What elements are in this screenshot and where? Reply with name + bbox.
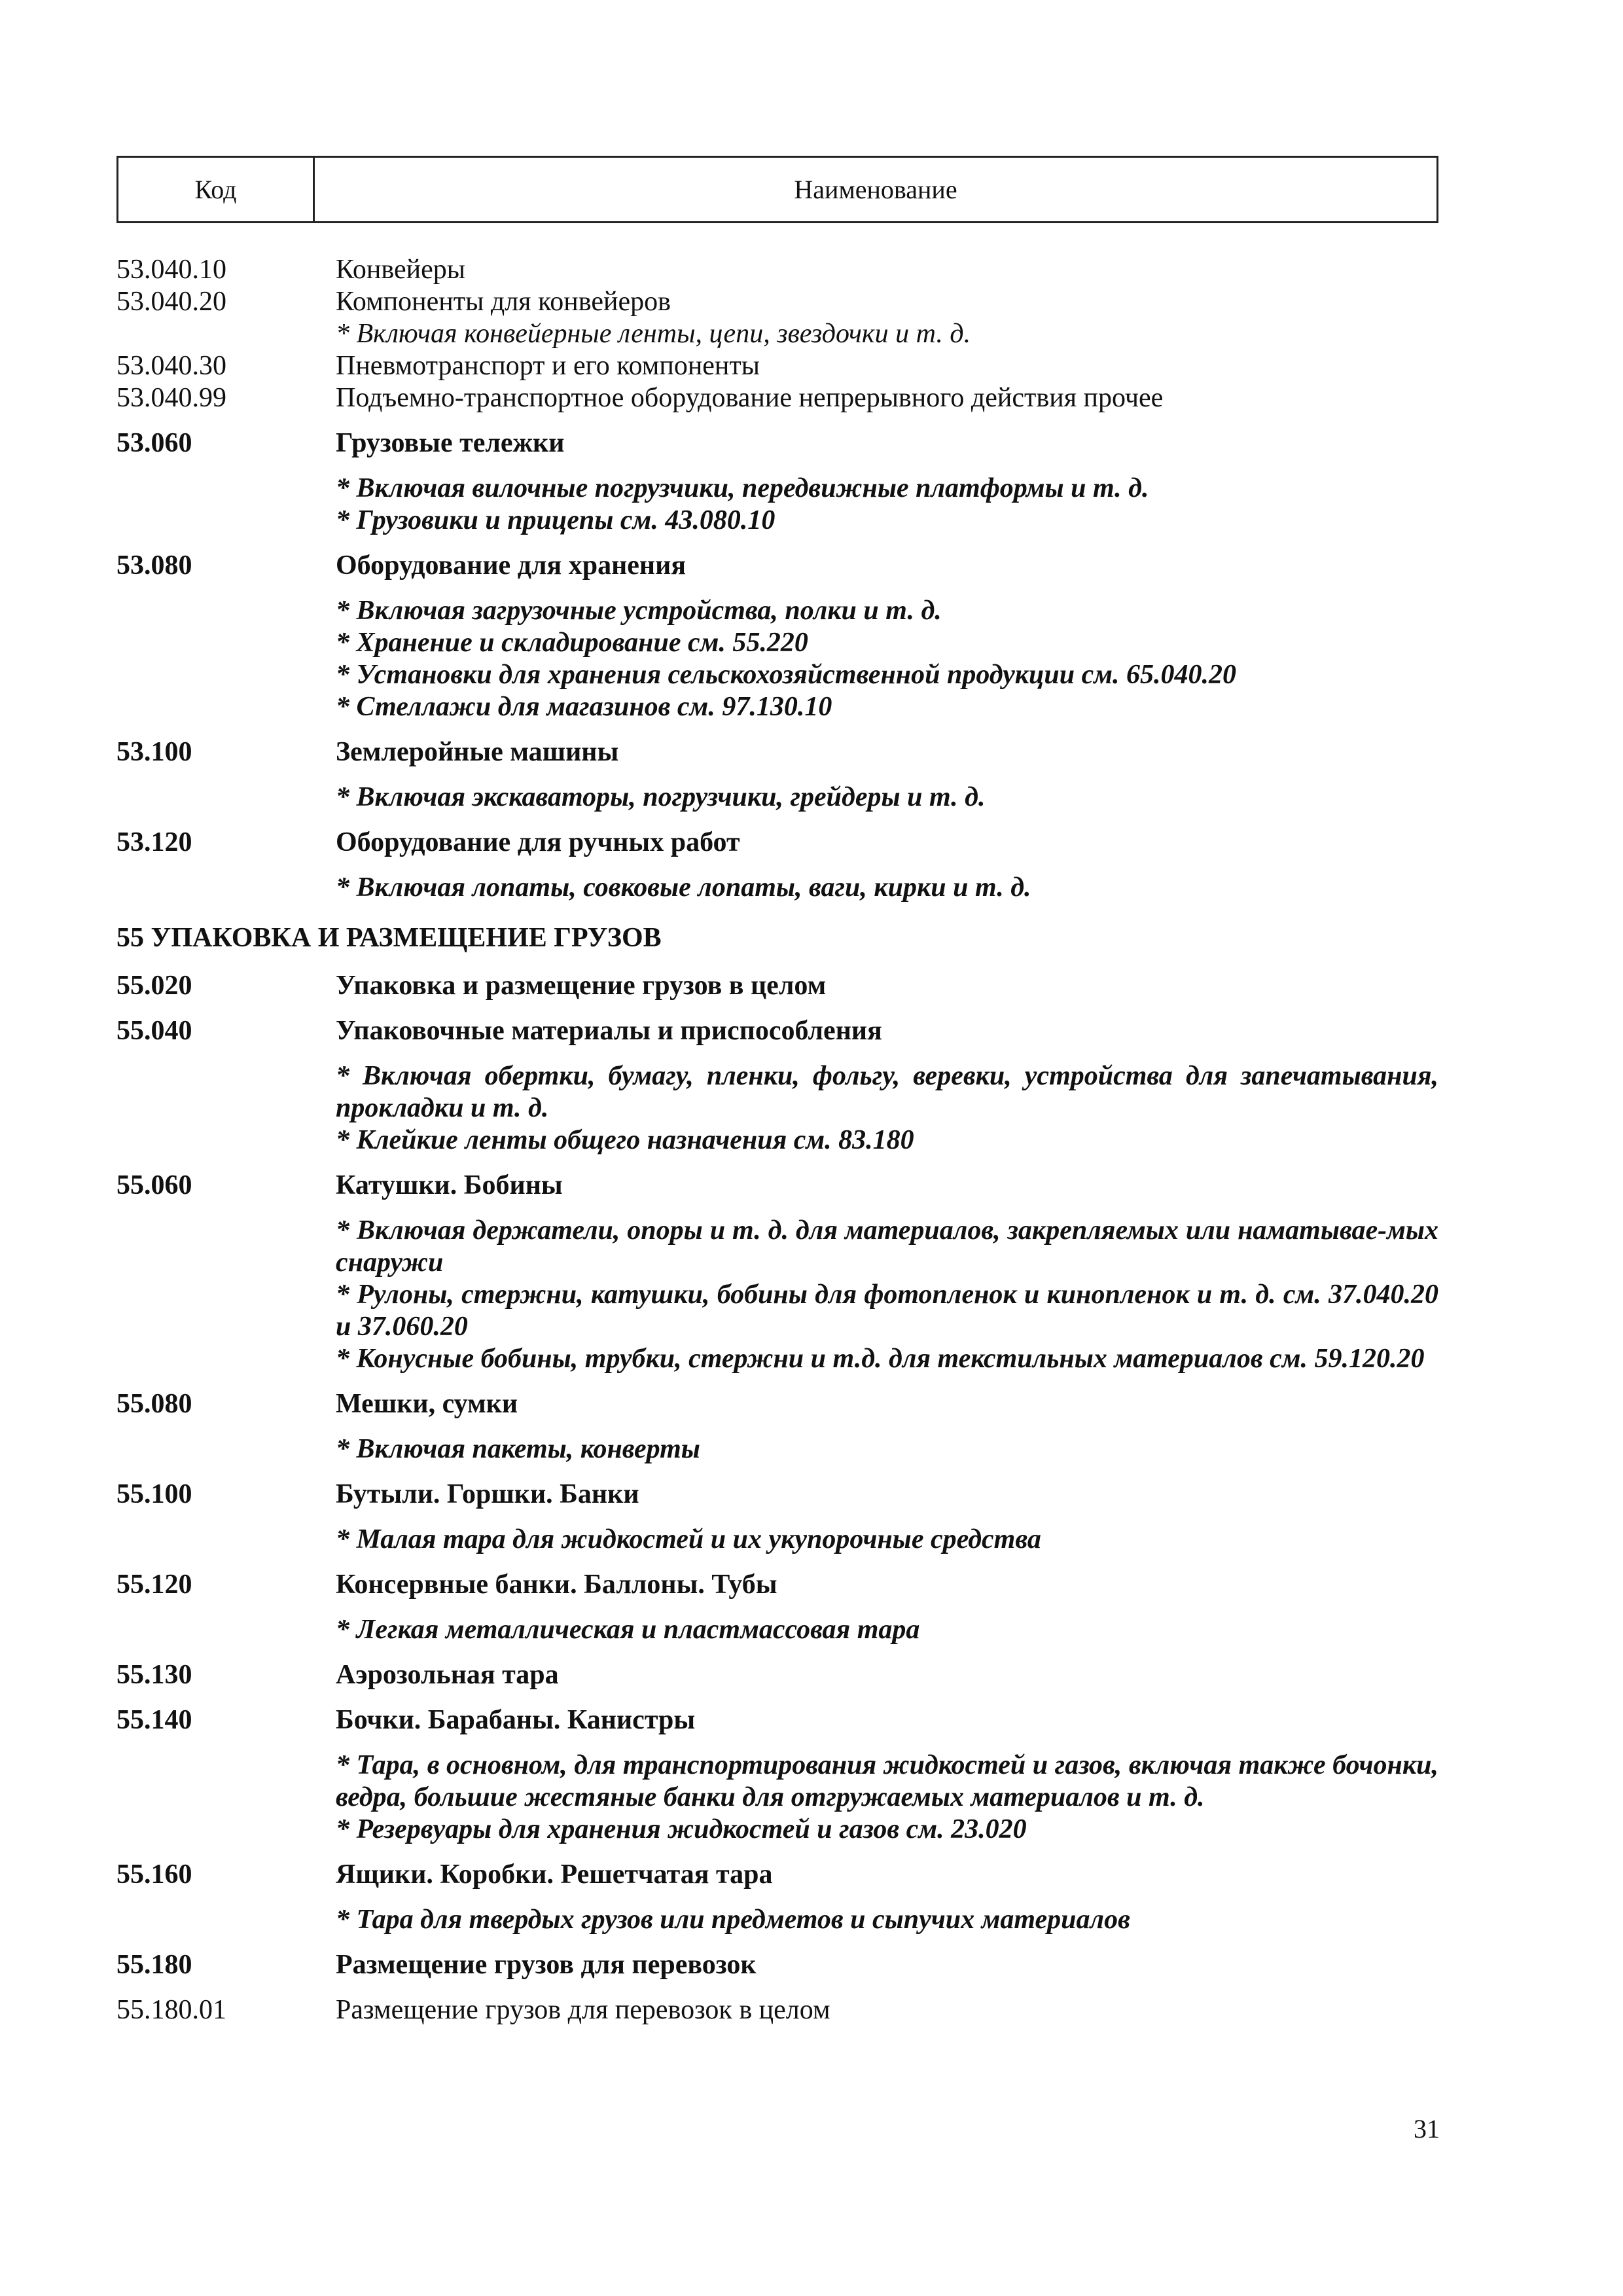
row-title: Консервные банки. Баллоны. Тубы	[336, 1570, 777, 1600]
table-row	[116, 827, 1438, 904]
row-code: 55.140	[116, 1705, 192, 1735]
row-title: Размещение грузов для перевозок	[336, 1950, 757, 1980]
row-title: Упаковка и размещение грузов в целом	[336, 971, 827, 1001]
table-row	[116, 382, 1438, 414]
row-note: * Включая лопаты, совковые лопаты, ваги, кирки и т. д.	[336, 872, 1031, 903]
row-name	[336, 970, 1438, 1002]
row-title: Компоненты для конвейеров	[336, 287, 671, 317]
row-note: * Тара, в основном, для транспортирования жидкостей и газов, включая также бочонки, ведра, большие жестяные банки для отгружаемых материалов и т. д.	[336, 1750, 1438, 1812]
row-name	[336, 550, 1438, 723]
row-title: Конвейеры	[336, 255, 465, 285]
row-name	[336, 1704, 1438, 1846]
row-name	[336, 1949, 1438, 1981]
row-code: 55.120	[116, 1570, 192, 1600]
row-code: 55.100	[116, 1479, 192, 1509]
row-title: Оборудование для хранения	[336, 550, 687, 581]
table-row	[116, 550, 1438, 723]
section-title: 55 УПАКОВКА И РАЗМЕЩЕНИЕ ГРУЗОВ	[116, 923, 662, 953]
row-code: 53.120	[116, 827, 192, 857]
column-header-code: Код	[118, 158, 315, 221]
row-notes	[336, 595, 1438, 723]
row-code: 55.180	[116, 1950, 192, 1980]
row-title: Мешки, сумки	[336, 1389, 518, 1419]
row-code: 53.100	[116, 737, 192, 767]
row-title: Ящики. Коробки. Решетчатая тара	[336, 1859, 773, 1890]
row-code: 55.040	[116, 1016, 192, 1046]
table-row	[116, 1859, 1438, 1936]
row-code: 55.130	[116, 1660, 192, 1690]
row-name	[336, 382, 1438, 414]
row-notes	[336, 473, 1438, 537]
row-title: Грузовые тележки	[336, 428, 565, 458]
row-name	[336, 1479, 1438, 1556]
row-notes	[336, 781, 1438, 814]
row-name	[336, 736, 1438, 814]
row-note: * Резервуары для хранения жидкостей и газов см. 23.020	[336, 1814, 1027, 1844]
row-code: 55.160	[116, 1859, 192, 1890]
row-notes	[336, 1904, 1438, 1936]
row-title: Бочки. Барабаны. Канистры	[336, 1705, 696, 1735]
row-name	[336, 427, 1438, 537]
row-note: * Клейкие ленты общего назначения см. 83.180	[336, 1125, 914, 1155]
row-note: * Тара для твердых грузов или предметов и сыпучих материалов	[336, 1905, 1130, 1935]
row-notes	[336, 1524, 1438, 1556]
row-code: 55.020	[116, 971, 192, 1001]
table-row	[116, 1388, 1438, 1465]
row-name	[336, 1659, 1438, 1691]
column-header-name: Наименование	[794, 175, 957, 204]
row-note: * Легкая металлическая и пластмассовая тара	[336, 1615, 920, 1645]
row-title: Пневмотранспорт и его компоненты	[336, 351, 760, 381]
row-name	[336, 1015, 1438, 1157]
table-row	[116, 254, 1438, 286]
row-notes	[336, 1215, 1438, 1375]
row-code: 53.040.20	[116, 287, 226, 317]
table-row	[116, 970, 1438, 1002]
row-title: Катушки. Бобины	[336, 1170, 563, 1200]
page-number: 31	[1414, 2114, 1440, 2144]
row-title: Оборудование для ручных работ	[336, 827, 740, 857]
classification-list	[116, 254, 1438, 2026]
row-name	[336, 1994, 1438, 2026]
row-note: * Включая вилочные погрузчики, передвижные платформы и т. д.	[336, 473, 1149, 503]
table-row	[116, 1949, 1438, 1981]
row-name	[336, 1569, 1438, 1646]
table-row	[116, 1569, 1438, 1646]
row-note: * Рулоны, стержни, катушки, бобины для фотопленок и кинопленок и т. д. см. 37.040.20 и 37.060.20	[336, 1280, 1438, 1342]
row-title: Упаковочные материалы и приспособления	[336, 1016, 882, 1046]
row-note: * Включая держатели, опоры и т. д. для материалов, закрепляемых или наматывае-мых снаружи	[336, 1215, 1438, 1278]
row-title: Аэрозольная тара	[336, 1660, 559, 1690]
row-name	[336, 350, 1438, 382]
row-note: * Включая конвейерные ленты, цепи, звездочки и т. д.	[336, 319, 971, 349]
row-note: * Включая экскаваторы, погрузчики, грейдеры и т. д.	[336, 782, 986, 812]
row-title: Землеройные машины	[336, 737, 619, 767]
row-notes	[336, 1614, 1438, 1646]
table-row	[116, 350, 1438, 382]
row-note: * Включая пакеты, конверты	[336, 1434, 700, 1464]
row-name	[336, 1170, 1438, 1375]
row-name	[336, 1388, 1438, 1465]
row-title: Размещение грузов для перевозок в целом	[336, 1995, 830, 2025]
row-note: * Включая обертки, бумагу, пленки, фольгу, веревки, устройства для запечатывания, прокладки и т. д.	[336, 1061, 1438, 1123]
row-code: 53.060	[116, 428, 192, 458]
row-name	[336, 254, 1438, 286]
row-title: Подъемно-транспортное оборудование непрерывного действия прочее	[336, 383, 1164, 413]
table-header	[116, 156, 1438, 223]
table-row	[116, 736, 1438, 814]
row-code: 53.040.30	[116, 351, 226, 381]
table-row	[116, 1170, 1438, 1375]
row-name	[336, 827, 1438, 904]
row-code: 55.060	[116, 1170, 192, 1200]
row-code: 55.080	[116, 1389, 192, 1419]
table-row	[116, 427, 1438, 537]
row-notes	[336, 1749, 1438, 1846]
row-note: * Хранение и складирование см. 55.220	[336, 628, 808, 658]
row-code: 53.040.10	[116, 255, 226, 285]
table-row	[116, 1015, 1438, 1157]
row-note: * Стеллажи для магазинов см. 97.130.10	[336, 692, 832, 722]
table-row	[116, 286, 1438, 350]
row-name	[336, 1859, 1438, 1936]
table-row	[116, 1704, 1438, 1846]
row-notes	[336, 1433, 1438, 1465]
table-row	[116, 1659, 1438, 1691]
table-row	[116, 1479, 1438, 1556]
row-note: * Установки для хранения сельскохозяйственной продукции см. 65.040.20	[336, 660, 1236, 690]
row-note: * Конусные бобины, трубки, стержни и т.д. для текстильных материалов см. 59.120.20	[336, 1344, 1425, 1374]
row-code: 53.080	[116, 550, 192, 581]
table-row	[116, 1994, 1438, 2026]
row-name	[336, 286, 1438, 350]
row-note: * Грузовики и прицепы см. 43.080.10	[336, 505, 776, 535]
row-code: 55.180.01	[116, 1995, 226, 2025]
row-notes	[336, 1060, 1438, 1157]
row-title: Бутыли. Горшки. Банки	[336, 1479, 639, 1509]
row-note: * Малая тара для жидкостей и их укупорочные средства	[336, 1524, 1041, 1554]
row-code: 53.040.99	[116, 383, 226, 413]
row-note: * Включая загрузочные устройства, полки и т. д.	[336, 596, 942, 626]
row-notes	[336, 872, 1438, 904]
